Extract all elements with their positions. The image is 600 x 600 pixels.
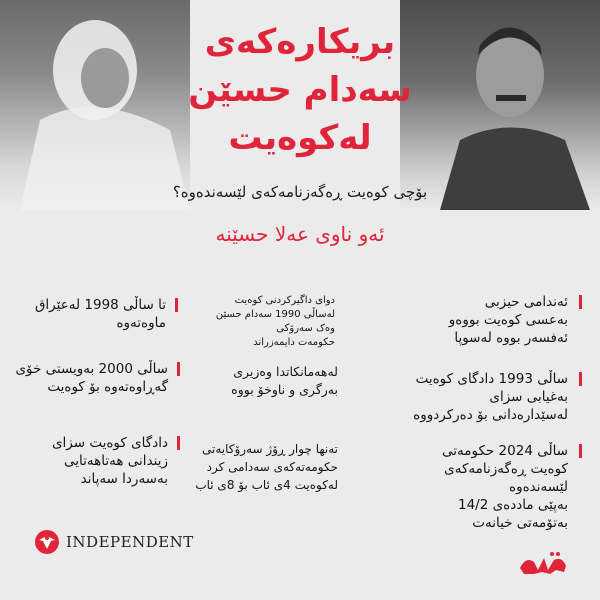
fact-line: بەتۆمەتی خیانەت — [472, 515, 568, 531]
fact-right-2 — [413, 370, 568, 424]
fact-line: ساڵی 2000 بەویستی خۆی — [15, 361, 168, 377]
zawya-logo — [516, 548, 570, 578]
fact-line: تا ساڵی 1998 لەعێراق — [34, 297, 166, 313]
photo-right — [400, 0, 600, 210]
accent-bar — [579, 444, 582, 458]
fact-line: تەنها چوار ڕۆژ سەرۆکایەتی — [202, 442, 338, 456]
fact-line: ئەفسەر بووە لەسوپا — [454, 330, 568, 346]
fact-line: لەهەمانکاتدا وەزیری — [233, 364, 338, 379]
title-line-2: سەدام حسێن — [188, 70, 412, 110]
fact-left-2 — [15, 360, 168, 396]
fact-right-3 — [442, 442, 568, 532]
fact-left-3 — [52, 434, 168, 488]
fact-right-1 — [449, 293, 568, 347]
fact-middle-3 — [195, 440, 338, 494]
subtitle-question: بۆچی کوەیت ڕەگەزنامەکەی لێسەندەوە؟ — [172, 183, 428, 201]
zawya-logo-mark — [516, 548, 570, 578]
accent-bar — [177, 436, 180, 450]
independent-wordmark: INDEPENDENT — [66, 533, 194, 551]
fact-line: لەسێدارەدانی بۆ دەرکردووە — [413, 407, 568, 423]
fact-line: بەپێی ماددەی 14/2 — [458, 497, 568, 513]
fact-line: لەکوەیت 4ی ئاب بۆ 8ی ئاب — [195, 478, 338, 492]
fact-line: دادگای کوەیت سزای — [51, 435, 168, 451]
accent-bar — [175, 298, 178, 312]
fact-line: ئەندامی حیزبی — [484, 294, 568, 310]
fact-line: لەساڵی 1990 سەدام حسێن — [215, 309, 335, 320]
fact-line: حکومەت دایمەزراند — [253, 337, 335, 348]
photo-right-figure — [400, 0, 600, 210]
fact-line: بەسەردا سەپاند — [80, 471, 168, 487]
fact-line: کوەیت ڕەگەزنامەکەی — [444, 461, 568, 477]
photo-left-figure — [0, 0, 190, 210]
fact-line: زیندانی هەتاهەتایی — [64, 453, 168, 469]
fact-middle-2 — [231, 363, 338, 399]
fact-line: ساڵی 2024 حکومەتی — [442, 443, 568, 459]
accent-bar — [177, 362, 180, 376]
fact-line: حکومەتەکەی سەدامی کرد — [206, 460, 338, 474]
fact-line: بەرگری و ناوخۆ بووە — [231, 382, 338, 397]
fact-line: دوای داگیرکردنی کوەیت — [234, 295, 335, 306]
fact-line: بەغیابی سزای — [489, 389, 568, 405]
author-name: ئەو ناوی عەلا حسێنە — [215, 222, 385, 246]
title-line-1: بریکارەکەی — [204, 22, 396, 62]
fact-line: گەڕاوەتەوە بۆ کوەیت — [47, 379, 168, 395]
fact-middle-1 — [216, 294, 335, 350]
fact-line: ساڵی 1993 دادگای کوەیت — [415, 371, 568, 387]
fact-line: بەعسی کوەیت بووەو — [448, 312, 568, 328]
title-line-3: لەکوەیت — [228, 118, 372, 158]
fact-line: وەک سەرۆکی — [276, 323, 335, 334]
accent-bar — [579, 372, 582, 386]
independent-logo — [34, 529, 194, 555]
photo-left — [0, 0, 190, 210]
fact-line: ماوەتەوە — [116, 315, 166, 331]
title-block — [170, 18, 430, 162]
accent-bar — [579, 295, 582, 309]
fact-line: لێسەندەوە — [509, 479, 568, 495]
fact-left-1 — [35, 296, 166, 332]
eagle-icon — [34, 529, 60, 555]
